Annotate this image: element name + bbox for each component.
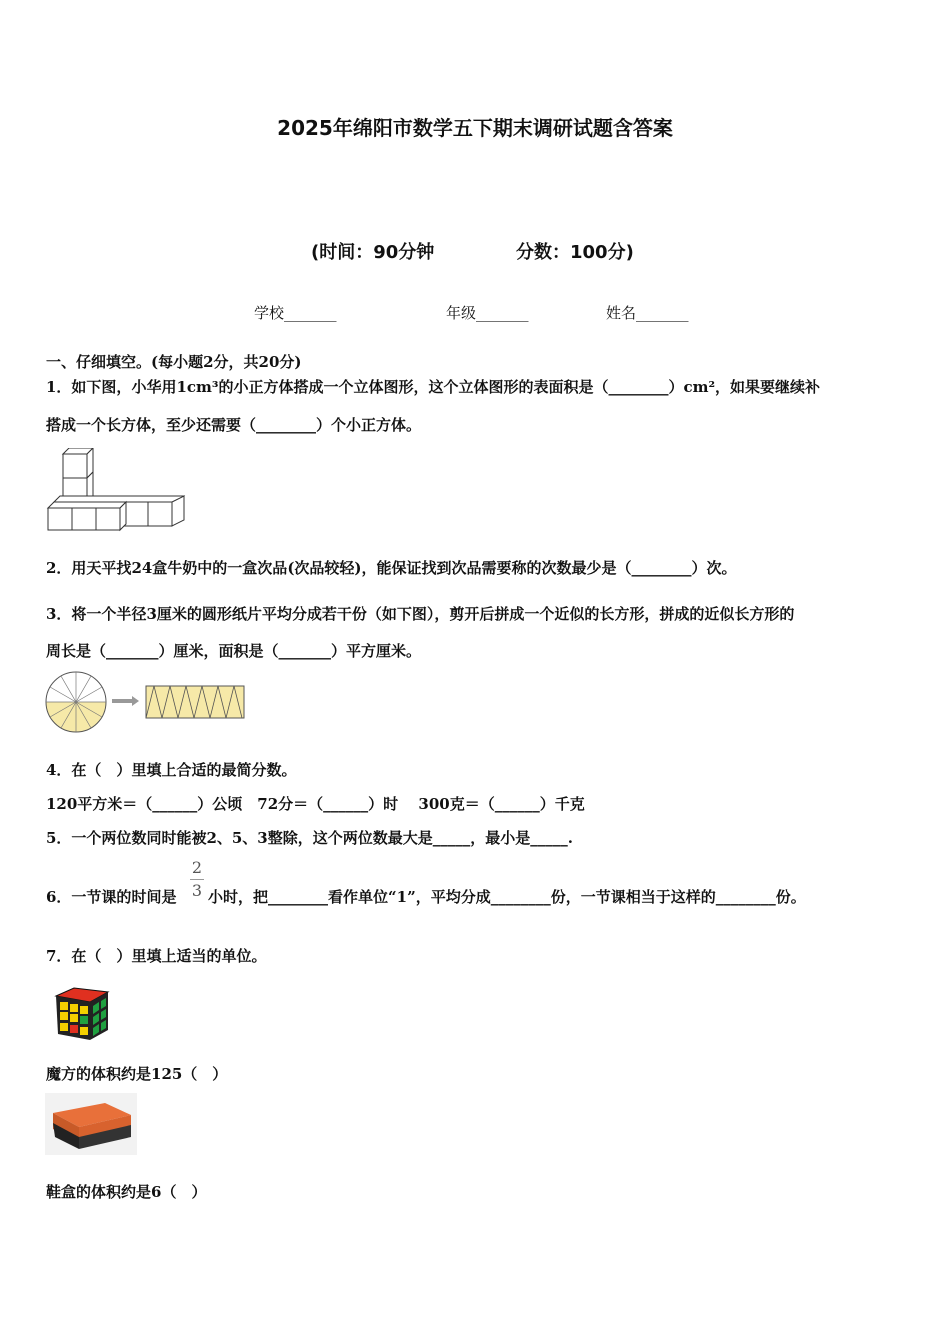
question-1: 1．如下图，小华用1cm³的小正方体搭成一个立体图形，这个立体图形的表面积是（________）cm²，如果要继续补 (46, 378, 821, 396)
question-4-items: 120平方米＝（______）公顷 72分＝（______）时 300克＝（______）千克 (46, 795, 585, 813)
exam-score: 分数：100分) (516, 242, 634, 263)
question-5: 5．一个两位数同时能被2、5、3整除，这个两位数最大是_____，最小是_____. (46, 829, 573, 847)
fraction-two-thirds (190, 858, 204, 901)
shoebox-image (45, 1093, 137, 1155)
page-title: 2025年绵阳市数学五下期末调研试题含答案 (277, 116, 673, 140)
fraction-denominator: 3 (191, 881, 203, 900)
question-6-end: 小时，把________看作单位“1”，平均分成________份，一节课相当于这样的________份。 (208, 888, 806, 906)
question-1-cont: 搭成一个长方体，至少还需要（________）个小正方体。 (46, 416, 422, 434)
name-field[interactable]: 姓名_______ (606, 304, 689, 322)
question-6-start: 6．一节课的时间是 (46, 888, 177, 906)
question-7b: 鞋盒的体积约是6（ ） (46, 1183, 207, 1201)
circle-to-rectangle-figure (44, 670, 248, 734)
grade-field[interactable]: 年级_______ (446, 304, 529, 322)
question-4: 4．在（ ）里填上合适的最简分数。 (46, 761, 297, 779)
question-7a: 魔方的体积约是125（ ） (46, 1065, 228, 1083)
question-2: 2．用天平找24盒牛奶中的一盒次品(次品较轻)，能保证找到次品需要称的次数最少是（________）次。 (46, 559, 737, 577)
question-7: 7．在（ ）里填上适当的单位。 (46, 947, 267, 965)
school-field[interactable]: 学校_______ (254, 304, 337, 322)
fraction-numerator: 2 (191, 858, 203, 877)
question-3: 3．将一个半径3厘米的圆形纸片平均分成若干份（如下图），剪开后拼成一个近似的长方形，拼成的近似长方形的 (46, 605, 795, 623)
question-3-cont: 周长是（_______）厘米，面积是（_______）平方厘米。 (46, 642, 422, 660)
exam-time: (时间：90分钟 (311, 242, 435, 263)
cube-figure (46, 448, 188, 532)
rubiks-cube-image (50, 984, 112, 1042)
section-heading: 一、仔细填空。(每小题2分，共20分) (46, 353, 302, 371)
